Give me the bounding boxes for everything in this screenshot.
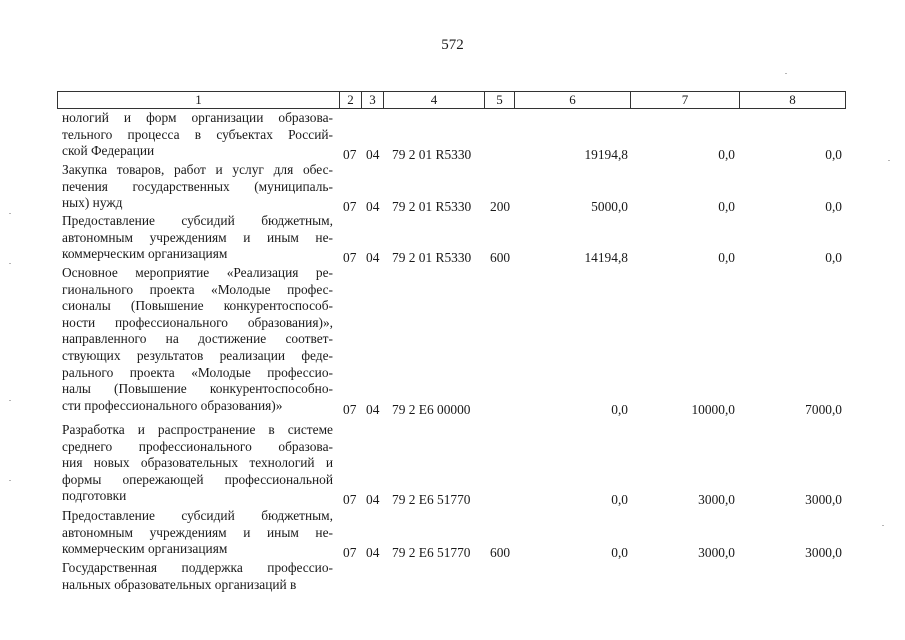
header-col-5: 5 bbox=[485, 92, 515, 109]
cell-c2: 07 bbox=[343, 199, 357, 215]
description-line: сионалы (Повышение конкурентоспособ- bbox=[62, 298, 333, 314]
cell-c4: 79 2 01 R5330 bbox=[392, 199, 472, 215]
description-line: гионального проекта «Молодые профес- bbox=[62, 281, 333, 297]
description-line: ных) нужд bbox=[62, 195, 123, 211]
description-line: ности профессионального образования)», bbox=[62, 314, 333, 330]
cell-c4: 79 2 E6 51770 bbox=[392, 492, 471, 508]
cell-c3: 04 bbox=[366, 250, 380, 266]
cell-c4: 79 2 E6 51770 bbox=[392, 545, 471, 561]
cell-c6: 0,0 bbox=[611, 492, 628, 508]
row-description bbox=[62, 560, 333, 593]
description-line: рального проекта «Молодые профессио- bbox=[62, 364, 333, 380]
row-description bbox=[62, 508, 333, 558]
description-line: ствующих результатов реализации феде- bbox=[62, 347, 333, 363]
cell-c3: 04 bbox=[366, 199, 380, 215]
cell-c7: 0,0 bbox=[718, 250, 735, 266]
cell-c7: 0,0 bbox=[718, 199, 735, 215]
description-line: формы опережающей профессиональной bbox=[62, 471, 333, 487]
cell-c3: 04 bbox=[366, 147, 380, 163]
cell-c6: 14194,8 bbox=[584, 250, 628, 266]
description-line: тельного процесса в субъектах Россий- bbox=[62, 126, 333, 142]
cell-c8: 0,0 bbox=[825, 147, 842, 163]
cell-c6: 0,0 bbox=[611, 401, 628, 417]
scan-speck bbox=[785, 73, 787, 74]
cell-c2: 07 bbox=[343, 401, 357, 417]
cell-c7: 0,0 bbox=[718, 147, 735, 163]
cell-c8: 3000,0 bbox=[805, 492, 842, 508]
cell-c3: 04 bbox=[366, 545, 380, 561]
cell-c4: 79 2 E6 00000 bbox=[392, 401, 471, 417]
cell-c3: 04 bbox=[366, 401, 380, 417]
cell-c6: 0,0 bbox=[611, 545, 628, 561]
description-line: ской Федерации bbox=[62, 143, 155, 159]
description-line: подготовки bbox=[62, 488, 127, 504]
cell-c4: 79 2 01 R5330 bbox=[392, 250, 472, 266]
row-description bbox=[62, 422, 333, 505]
description-line: автономным учреждениям и иным не- bbox=[62, 524, 333, 540]
description-line: направленного на достижение соответ- bbox=[62, 331, 333, 347]
cell-c7: 3000,0 bbox=[698, 545, 735, 561]
header-col-7: 7 bbox=[631, 92, 740, 109]
cell-c8: 0,0 bbox=[825, 199, 842, 215]
scan-speck bbox=[9, 263, 11, 264]
cell-c2: 07 bbox=[343, 147, 357, 163]
cell-c8: 0,0 bbox=[825, 250, 842, 266]
scan-speck bbox=[9, 213, 11, 214]
description-line: сти профессионального образования)» bbox=[62, 397, 283, 413]
header-col-6: 6 bbox=[515, 92, 631, 109]
header-col-2: 2 bbox=[340, 92, 362, 109]
cell-c8: 7000,0 bbox=[805, 401, 842, 417]
cell-c5: 600 bbox=[490, 250, 511, 266]
scan-speck bbox=[888, 160, 890, 161]
cell-c7: 3000,0 bbox=[698, 492, 735, 508]
cell-c2: 07 bbox=[343, 250, 357, 266]
description-line: Предоставление субсидий бюджетным, bbox=[62, 213, 333, 228]
header-col-8: 8 bbox=[740, 92, 846, 109]
description-line: Разработка и распространение в системе bbox=[62, 422, 333, 437]
description-line: налы (Повышение конкурентоспособно- bbox=[62, 381, 333, 397]
scan-speck bbox=[882, 525, 884, 526]
description-line: среднего профессионального образова- bbox=[62, 438, 333, 454]
description-line: автономным учреждениям и иным не- bbox=[62, 229, 333, 245]
cell-c4: 79 2 01 R5330 bbox=[392, 147, 472, 163]
description-line: нологий и форм организации образова- bbox=[62, 110, 333, 125]
description-line: Закупка товаров, работ и услуг для обес- bbox=[62, 162, 333, 177]
header-col-3: 3 bbox=[362, 92, 384, 109]
header-col-4: 4 bbox=[384, 92, 485, 109]
cell-c5: 200 bbox=[490, 199, 511, 215]
page-number: 572 bbox=[441, 37, 464, 53]
description-line: печения государственных (муниципаль- bbox=[62, 178, 333, 194]
scan-speck bbox=[9, 400, 11, 401]
table-header bbox=[57, 91, 846, 109]
description-line: Предоставление субсидий бюджетным, bbox=[62, 508, 333, 523]
description-line: нальных образовательных организаций в bbox=[62, 576, 297, 592]
cell-c2: 07 bbox=[343, 545, 357, 561]
cell-c6: 5000,0 bbox=[591, 199, 628, 215]
description-line: коммерческим организациям bbox=[62, 541, 228, 557]
row-description bbox=[62, 265, 333, 414]
cell-c8: 3000,0 bbox=[805, 545, 842, 561]
row-description bbox=[62, 213, 333, 263]
cell-c6: 19194,8 bbox=[584, 147, 628, 163]
header-col-1: 1 bbox=[58, 92, 340, 109]
cell-c5: 600 bbox=[490, 545, 511, 561]
row-description bbox=[62, 162, 333, 212]
cell-c3: 04 bbox=[366, 492, 380, 508]
cell-c7: 10000,0 bbox=[691, 401, 735, 417]
description-line: коммерческим организациям bbox=[62, 246, 228, 262]
description-line: Государственная поддержка профессио- bbox=[62, 560, 333, 575]
description-line: ния новых образовательных технологий и bbox=[62, 455, 333, 471]
scan-speck bbox=[9, 480, 11, 481]
row-description bbox=[62, 110, 333, 160]
cell-c2: 07 bbox=[343, 492, 357, 508]
description-line: Основное мероприятие «Реализация ре- bbox=[62, 265, 333, 280]
